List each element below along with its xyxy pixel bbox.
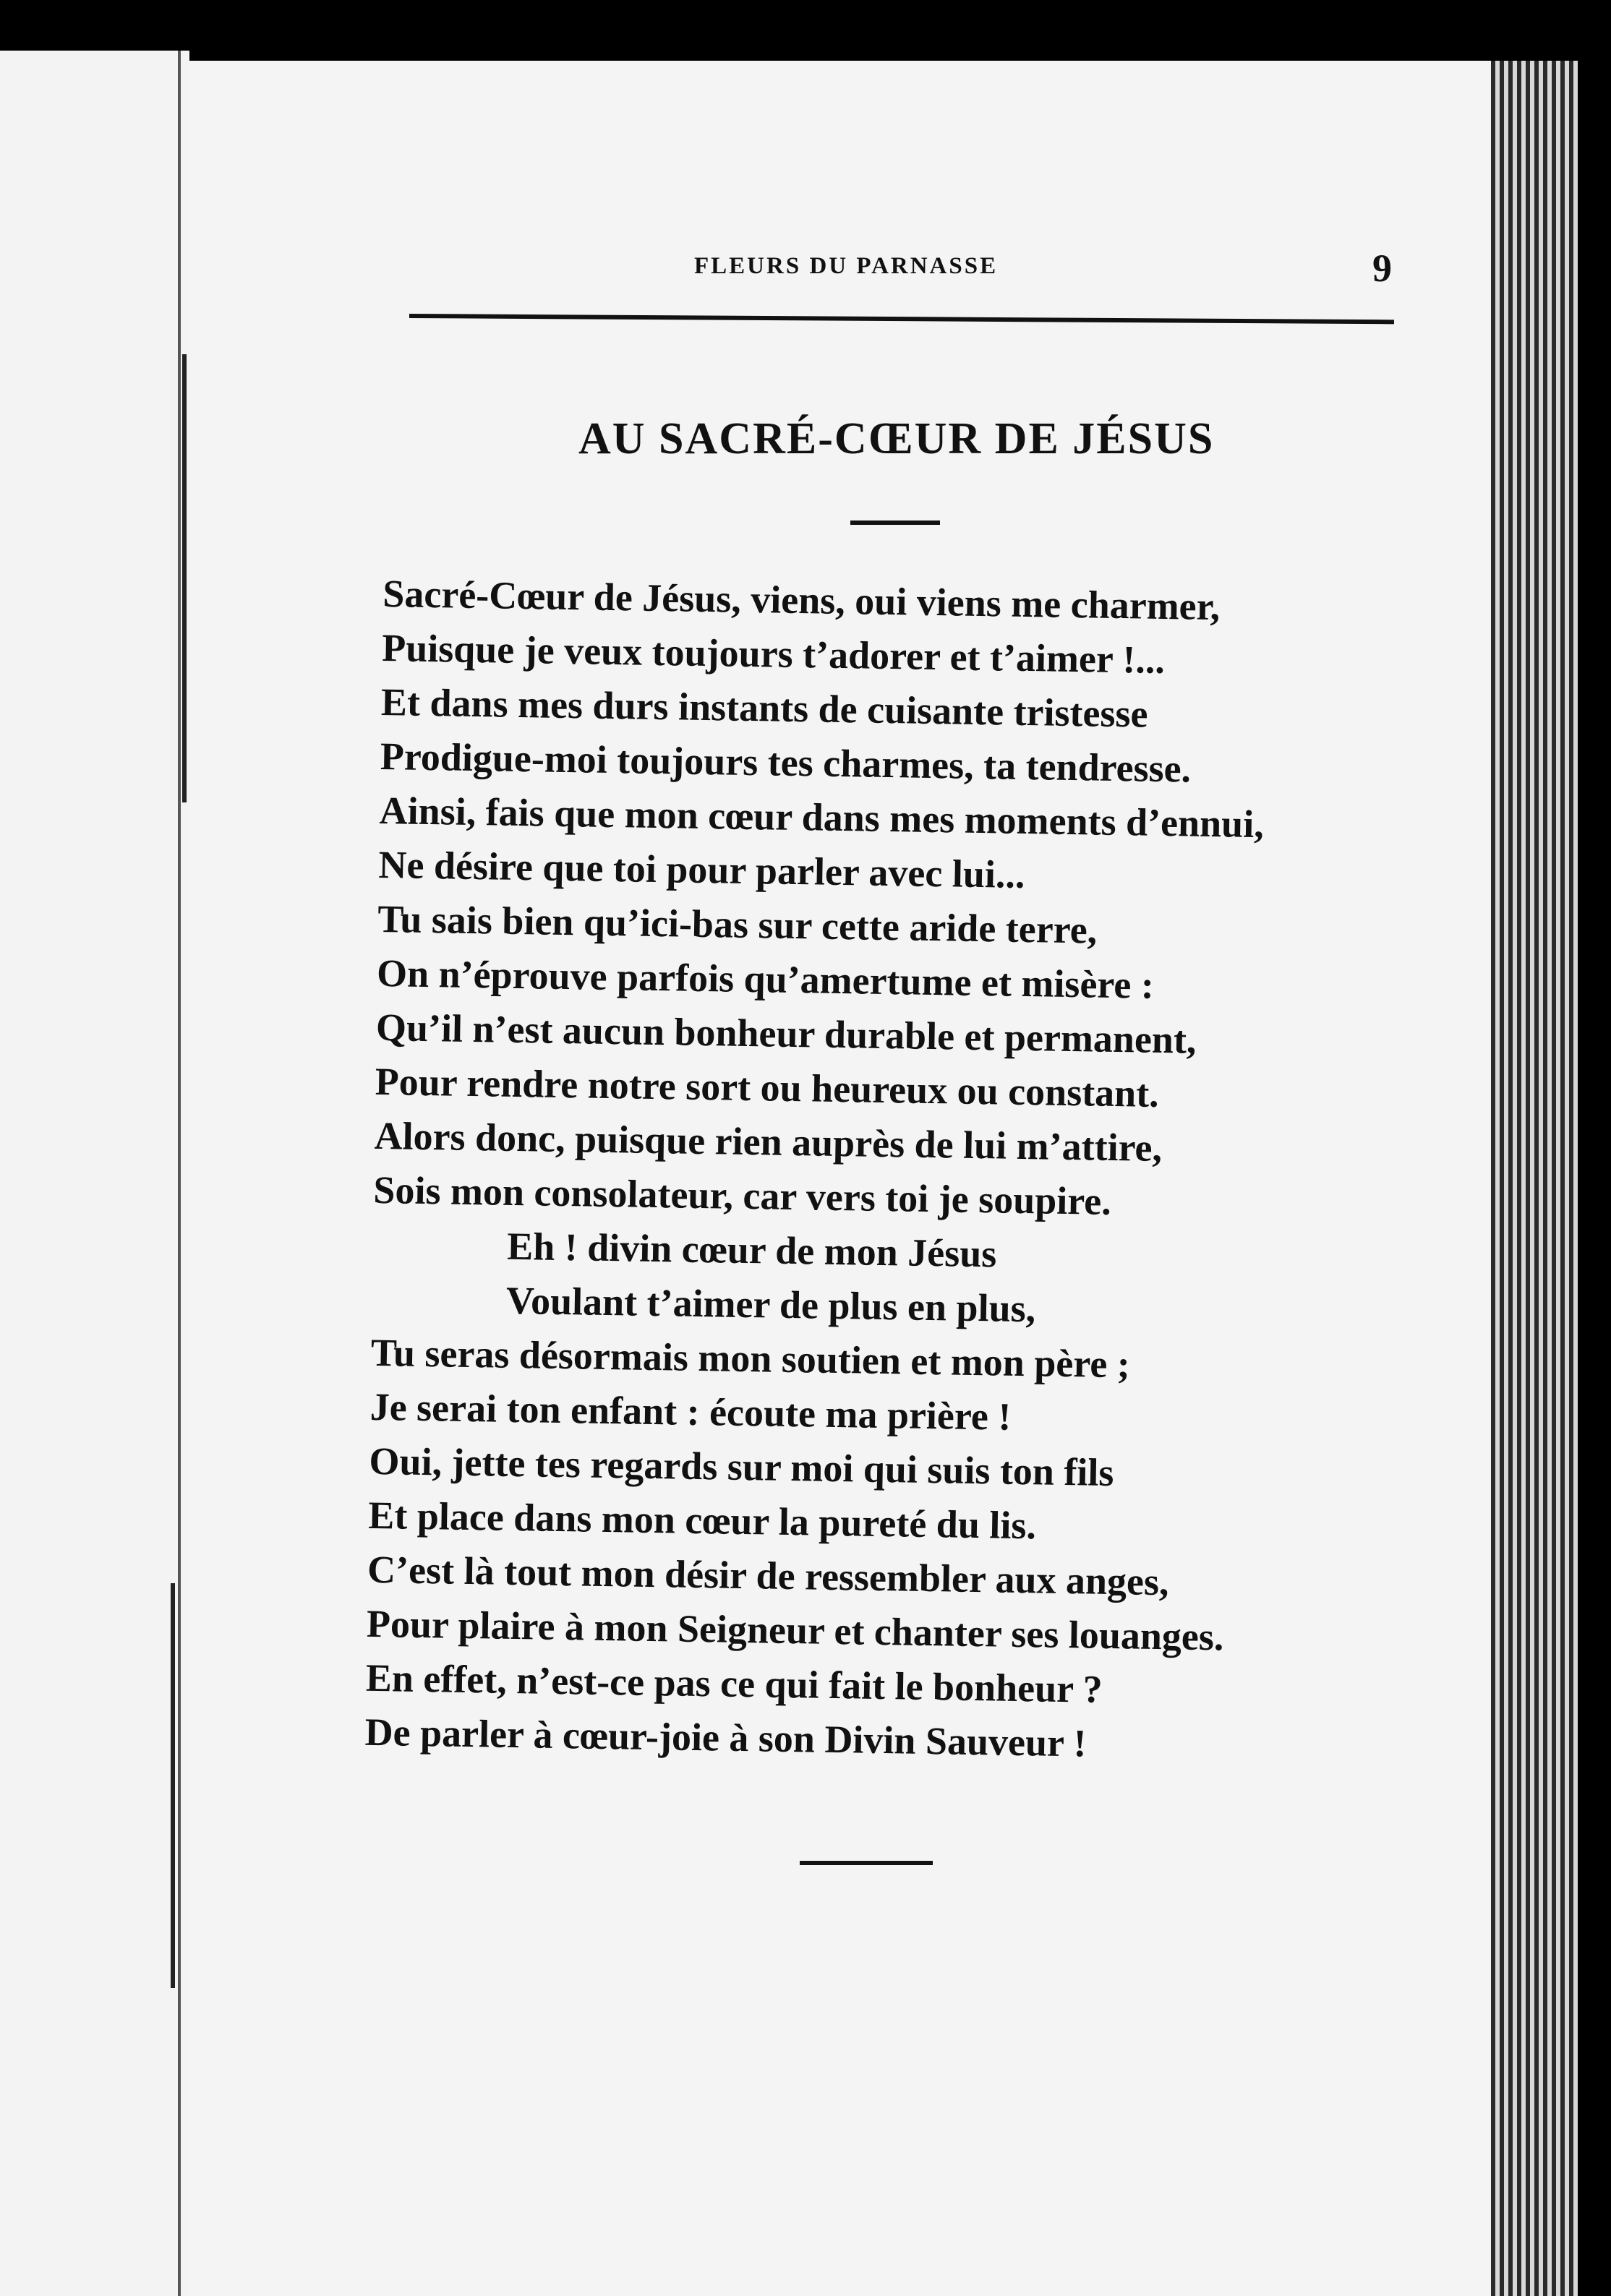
poem-line: Oui, jette tes regards sur moi qui suis ton fils (369, 1439, 1114, 1495)
page-stack-edges (1491, 61, 1578, 2296)
running-head: FLEURS DU PARNASSE (694, 253, 999, 279)
poem-line: Et place dans mon cœur la pureté du lis. (367, 1493, 1037, 1548)
page-number: 9 (1372, 247, 1392, 290)
poem-line: En effet, n’est-ce pas ce qui fait le bonheur ? (365, 1655, 1103, 1711)
poem-line: Ne désire que toi pour parler avec lui... (378, 842, 1025, 896)
poem-line: Sacré-Cœur de Jésus, viens, oui viens me charmer, (382, 571, 1221, 629)
poem-line: Eh ! divin cœur de mon Jésus (506, 1224, 997, 1276)
poem-line: On n’éprouve parfois qu’amertume et misère : (376, 951, 1155, 1007)
poem-line: Qu’il n’est aucun bonheur durable et permanent, (375, 1005, 1197, 1062)
binding-stitch-top (182, 354, 187, 802)
poem-line: Tu seras désormais mon soutien et mon père ; (370, 1330, 1131, 1387)
poem-line: Alors donc, puisque rien auprès de lui m’attire, (374, 1113, 1163, 1170)
gutter-line (178, 51, 181, 2296)
poem-line: Tu sais bien qu’ici-bas sur cette aride terre, (377, 896, 1098, 952)
poem-line: Ainsi, fais que mon cœur dans mes moments d’ennui, (379, 788, 1265, 847)
end-ornament-dash (800, 1861, 933, 1865)
poem-line: Je serai ton enfant : écoute ma prière ! (369, 1384, 1012, 1439)
poem-line: Voulant t’aimer de plus en plus, (505, 1278, 1036, 1331)
poem-title: AU SACRÉ-CŒUR DE JÉSUS (578, 414, 1215, 463)
poem-body (364, 567, 1424, 1775)
previous-page-edge (0, 51, 189, 2296)
title-ornament-dash (850, 521, 940, 525)
poem-line: Prodigue-moi toujours tes charmes, ta tendresse. (380, 734, 1192, 791)
binding-stitch-bottom (171, 1583, 175, 1988)
poem-line: Sois mon consolateur, car vers toi je soupire. (372, 1168, 1112, 1223)
poem-line: Pour rendre notre sort ou heureux ou constant. (375, 1059, 1160, 1115)
poem-line: Puisque je veux toujours t’adorer et t’aimer !... (381, 625, 1166, 682)
poem-line: Et dans mes durs instants de cuisante tristesse (380, 680, 1148, 736)
poem-line: De parler à cœur-joie à son Divin Sauveur ! (364, 1710, 1087, 1765)
poem-line: Pour plaire à mon Seigneur et chanter ses louanges. (366, 1601, 1224, 1659)
poem-line: C’est là tout mon désir de ressembler aux anges, (367, 1547, 1170, 1604)
